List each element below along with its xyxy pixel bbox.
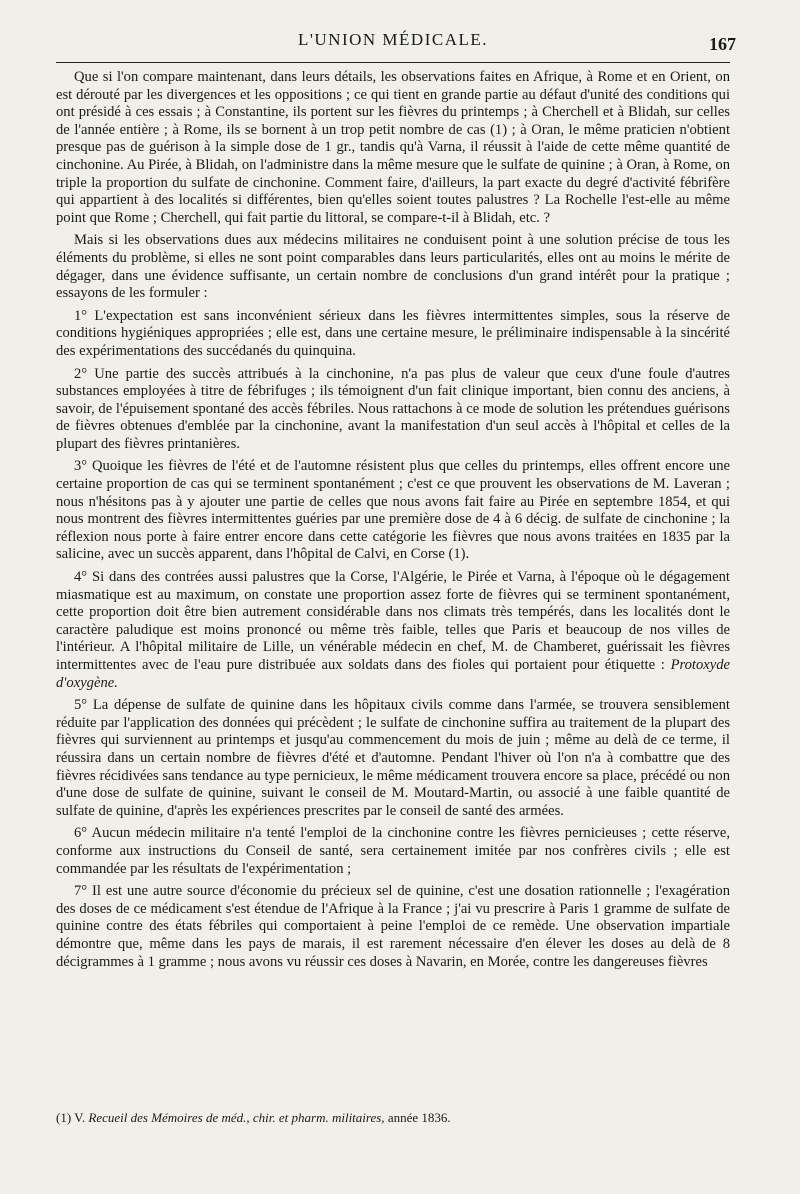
footnote-marker: (1) V. [56, 1110, 86, 1125]
page-number: 167 [709, 34, 736, 54]
footnote-title: Recueil des Mémoires de méd., chir. et pharm. militaires, [88, 1110, 385, 1125]
paragraph-point-5: 5° La dépense de sulfate de quinine dans les hôpitaux civils comme dans l'armée, se trouvera sensiblement réduite par l'application des données qui précèdent ; le sulfate de cinchonine suffira au traitement de la plupart des fièvres qui surviennent au printemps et jusqu'au commencement du mois de juin ; même au delà de ce terme, il réussira dans un certain nombre de fièvres d'été et d'automne. Pendant l'hiver où l'on n'a à combattre que des fièvres récidivées sans tendance au type pernicieux, le même médicament trouvera encore sa place, précédé ou non d'une dose de sulfate de quinine, suivant le conseil de M. Moutard-Martin, ou associé à une faible quantité de sulfate de quinine, d'après les expériences prescrites par le conseil de santé des armées. [56, 697, 730, 819]
paragraph-point-1: 1° L'expectation est sans inconvénient sérieux dans les fièvres intermittentes simples, sous la réserve de conditions hygiéniques appropriées ; elle est, dans une certaine mesure, le préliminaire indispensable à la sincérité des expérimentations des succédanés du quinquina. [56, 307, 730, 359]
paragraph-point-7: 7° Il est une autre source d'économie du précieux sel de quinine, c'est une dosation rationnelle ; l'exagération des doses de ce médicament s'est étendue de l'Afrique à la France ; j'ai vu prescrire à Paris 1 gramme de sulfate de quinine contre des états fébriles qui comportaient à peine l'emploi de ce remède. Une observation impartiale démontre que, même dans les pays de marais, il est rarement nécessaire d'en élever les doses au delà de 8 décigrammes à 1 gramme ; nous avons vu réussir ces doses à Navarin, en Morée, contre les dangereuses fièvres [56, 883, 730, 970]
paragraph-conclusions-lead: Mais si les observations dues aux médecins militaires ne conduisent point à une solution précise de tous les éléments du problème, si elles ne sont point comparables dans leurs particularités, elles ont au moins le mérite de dégager, dans une évidence suffisante, un certain nombre de conclusions d'un grand intérêt pour la pratique ; essayons de les formuler : [56, 232, 730, 302]
bottle-label-italic: Protoxyde d'oxygène. [56, 657, 730, 691]
page-header [56, 24, 736, 60]
running-head: L'UNION MÉDICALE. [297, 30, 489, 49]
paragraph-point-4 [56, 569, 730, 692]
paragraph-point-2: 2° Une partie des succès attribués à la cinchonine, n'a pas plus de valeur que ceux d'une foule d'autres substances employées à titre de fébrifuges ; ils témoignent d'un fait clinique important, bien connu des anciens, à savoir, de l'épuisement spontané des accès fébriles. Nous rattachons à ce mode de solution les prétendues guérisons de fièvres obtenues d'emblée par la cinchonine, avant la manifestation d'un seul accès à l'hôpital et celles de la plupart des fièvres printanières. [56, 365, 730, 452]
paragraph-point-3: 3° Quoique les fièvres de l'été et de l'automne résistent plus que celles du printemps, elles offrent encore une certaine proportion de cas qui se terminent spontanément ; c'est ce que prouvent les observations de M. Laveran ; nous n'hésitons pas à y ajouter une partie de celles que nous avons fait faire au Pirée en septembre 1854, et qui nous montrent des fièvres intermittentes guéries par une première dose de 4 à 6 décig. de sulfate de cinchonine ; la réflexion nous porte à faire entrer encore dans cette catégorie les fièvres que nous avons traitées en 1835 par la salicine, avec un succès apparent, dans l'hôpital de Calvi, en Corse (1). [56, 458, 730, 563]
header-rule [56, 62, 730, 63]
footnote-year: année 1836. [387, 1110, 451, 1125]
paragraph-point-4-text: 4° Si dans des contrées aussi palustres que la Corse, l'Algérie, le Pirée et Varna, à l'époque où le dégagement miasmatique est au maximum, on constate une proportion assez forte de fièvres qui se terminent spontanément, cette proportion doit être bien autrement considérable dans nos climats très tempérés, dans les localités dont le caractère paludique est moins prononcé ou même très faible, telles que Paris et beaucoup de nos villes de l'intérieur. A l'hôpital militaire de Lille, un vénérable médecin en chef, M. de Chamberet, guérissait les fièvres intermittentes avec de l'eau pure distribuée aux soldats dans des fioles qui portaient pour étiquette : [56, 569, 730, 673]
paragraph-intro: Que si l'on compare maintenant, dans leurs détails, les observations faites en Afrique, à Rome et en Orient, on est dérouté par les divergences et les oppositions ; ce qui tient en grande partie au défaut d'unité des conditions qui ont présidé à ces essais ; à Constantine, ils portent sur les fièvres du printemps ; à Cherchell et à Blidah, sur celles de l'année entière ; à Rome, ils se bornent à un trop petit nombre de cas (1) ; à Oran, le même praticien n'obtient presque pas de guérison à la simple dose de 1 gr., tandis qu'à Varna, il réussit à l'aide de cette même quantité de cinchonine. Au Pirée, à Blidah, on l'administre dans la même mesure que le sulfate de quinine ; à Oran, à Rome, on triple la proportion du sulfate de cinchonine. Comment faire, d'ailleurs, la part exacte du degré d'activité fébrifère qui appartient à des localités si différentes, bien qu'elles soient toutes palustres ? La Rochelle l'est-elle au même point que Rome ; Cherchell, qui fait partie du littoral, se compare-t-il à Blidah, etc. ? [56, 69, 730, 226]
footnote [56, 1110, 730, 1126]
body-text [56, 69, 730, 971]
paragraph-point-6: 6° Aucun médecin militaire n'a tenté l'emploi de la cinchonine contre les fièvres pernicieuses ; cette réserve, conforme aux instructions du Conseil de santé, sera certainement imitée par nos confrères civils ; elle est commandée par les résultats de l'expérimentation ; [56, 825, 730, 877]
